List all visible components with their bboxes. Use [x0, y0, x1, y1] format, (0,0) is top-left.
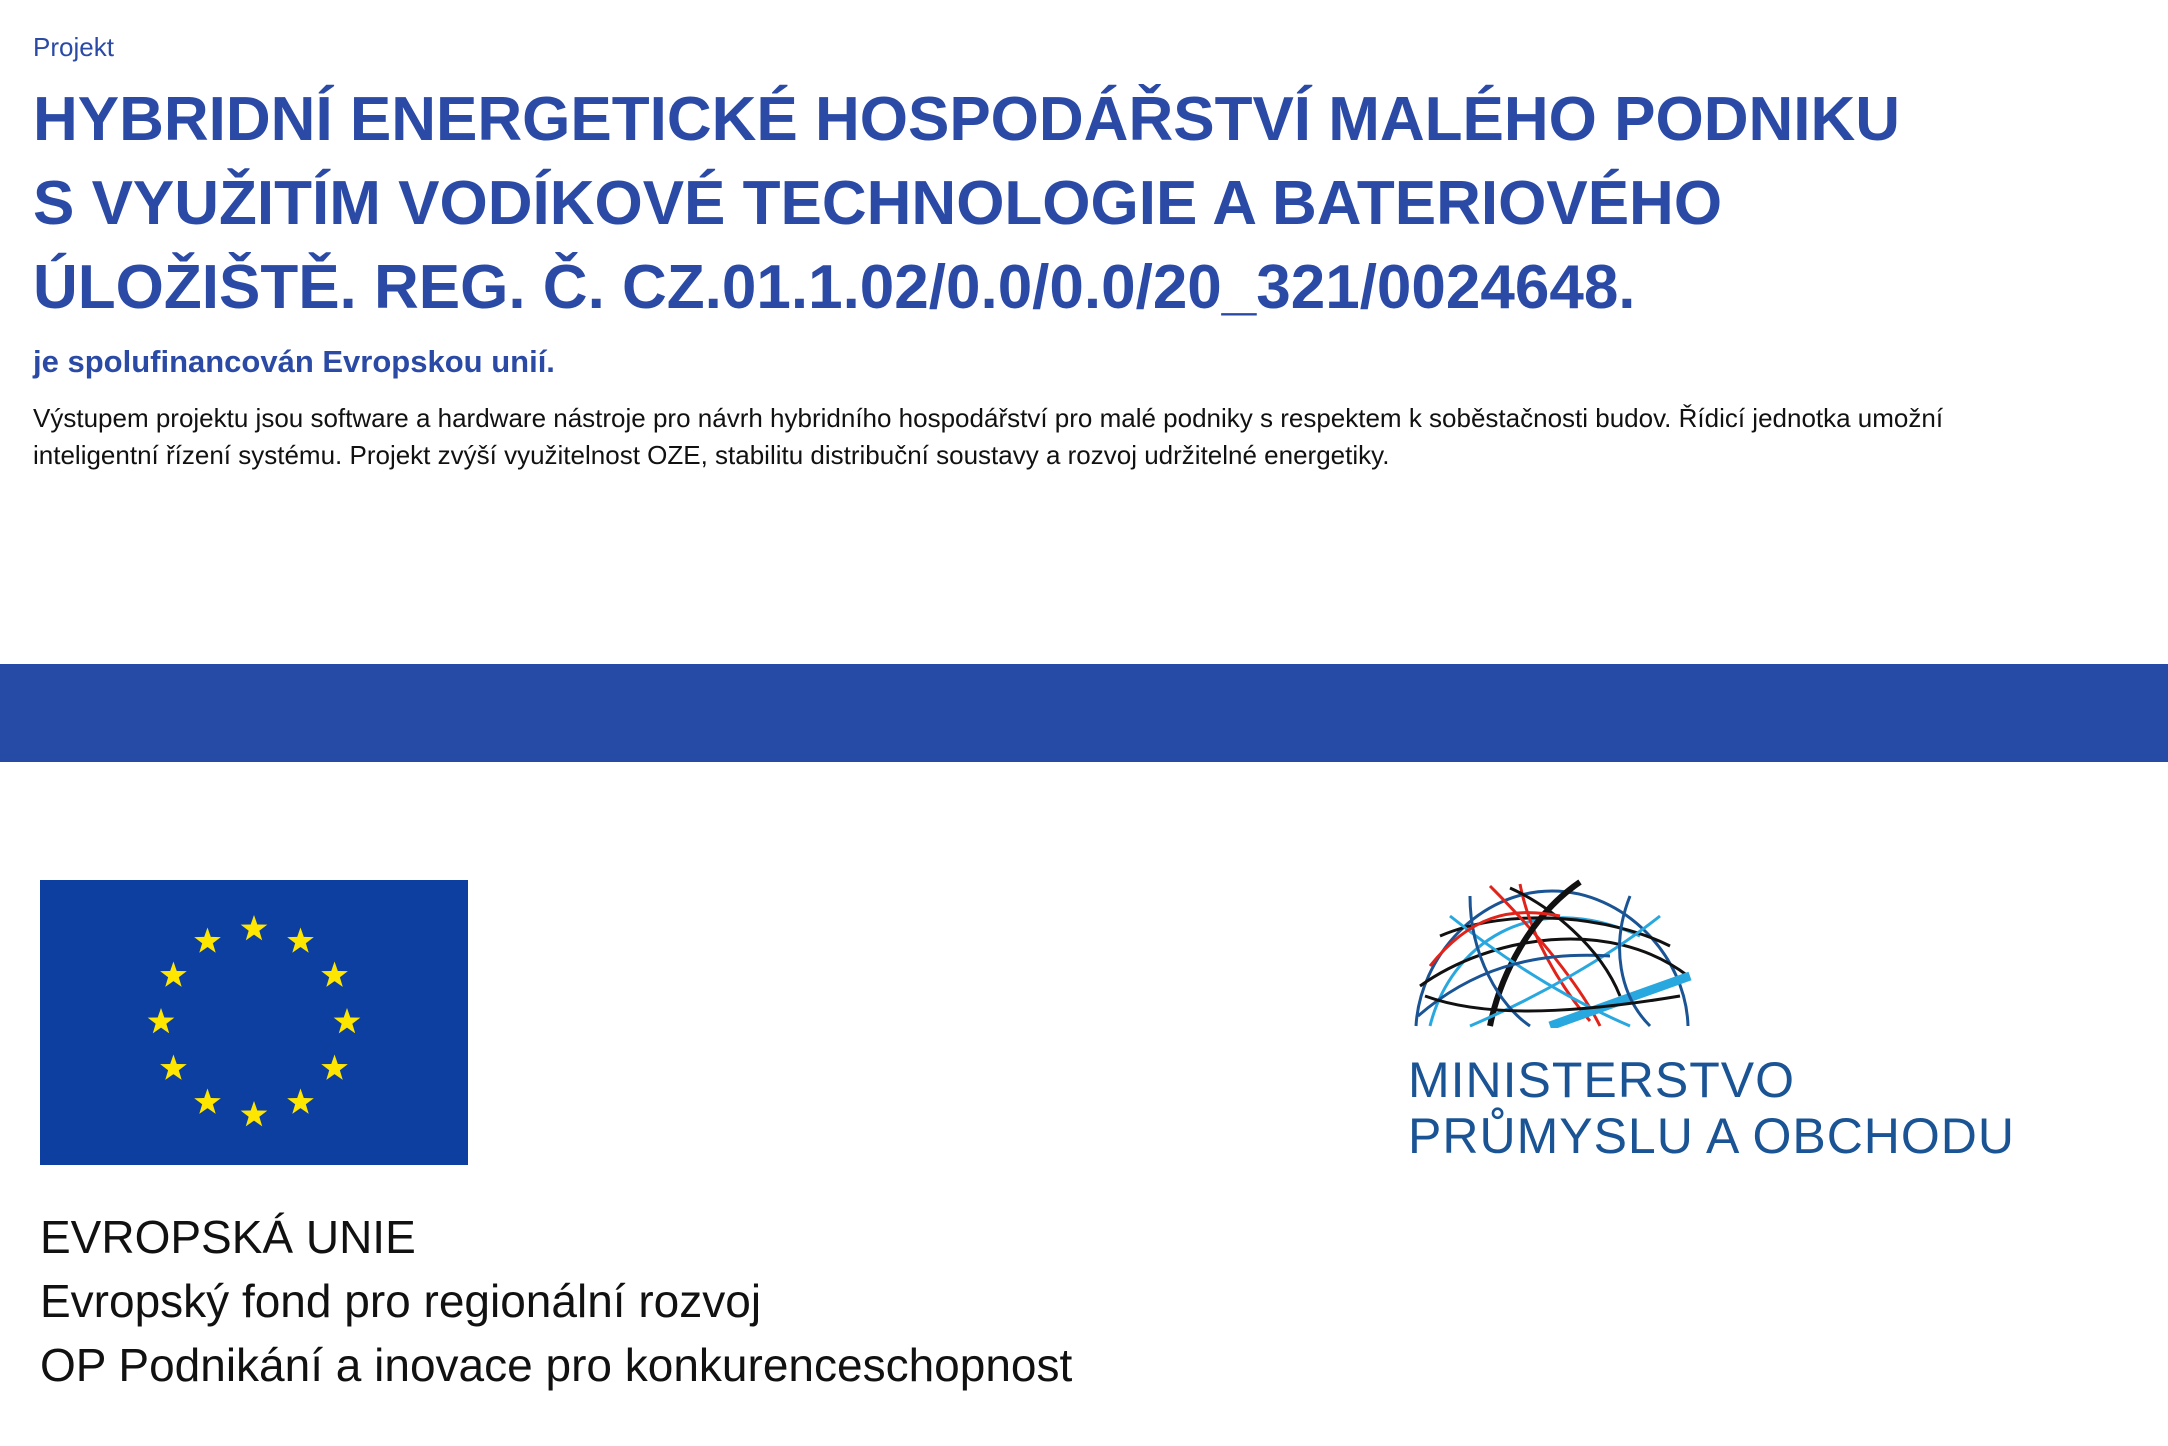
eu-fund: Evropský fond pro regionální rozvoj: [40, 1275, 762, 1327]
cofinancing-note: je spolufinancován Evropskou unií.: [33, 344, 555, 379]
project-title-line: ÚLOŽIŠTĚ. REG. Č. CZ.01.1.02/0.0/0.0/20_321/0024648.: [33, 253, 1636, 322]
eu-programme: OP Podnikání a inovace pro konkurenceschopnost: [40, 1339, 1073, 1391]
eu-name: EVROPSKÁ UNIE: [40, 1211, 416, 1263]
eu-funding-text: [40, 1205, 1072, 1397]
project-title-line: HYBRIDNÍ ENERGETICKÉ HOSPODÁŘSTVÍ MALÉHO PODNIKU: [33, 85, 1901, 154]
project-label: Projekt: [33, 32, 114, 62]
blue-band: [0, 664, 2168, 762]
ministry-name-line: MINISTERSTVO: [1408, 1052, 1796, 1108]
ministry-name-line: PRŮMYSLU A OBCHODU: [1408, 1108, 2016, 1164]
project-title-line: S VYUŽITÍM VODÍKOVÉ TECHNOLOGIE A BATERIOVÉHO: [33, 169, 1723, 238]
eu-flag-icon: [40, 880, 468, 1165]
mpo-globe-emblem-icon: [1410, 876, 1694, 1028]
project-description: [33, 400, 2143, 474]
project-title: [33, 78, 2143, 330]
description-line: Výstupem projektu jsou software a hardware nástroje pro návrh hybridního hospodářství pro malé podniky s respektem k soběstačnosti budov. Řídicí jednotka umožní: [33, 403, 1944, 433]
ministry-name: [1408, 1052, 2015, 1164]
description-line: inteligentní řízení systému. Projekt zvýší využitelnost OZE, stabilitu distribuční soustavy a rozvoj udržitelné energetiky.: [33, 440, 1390, 470]
